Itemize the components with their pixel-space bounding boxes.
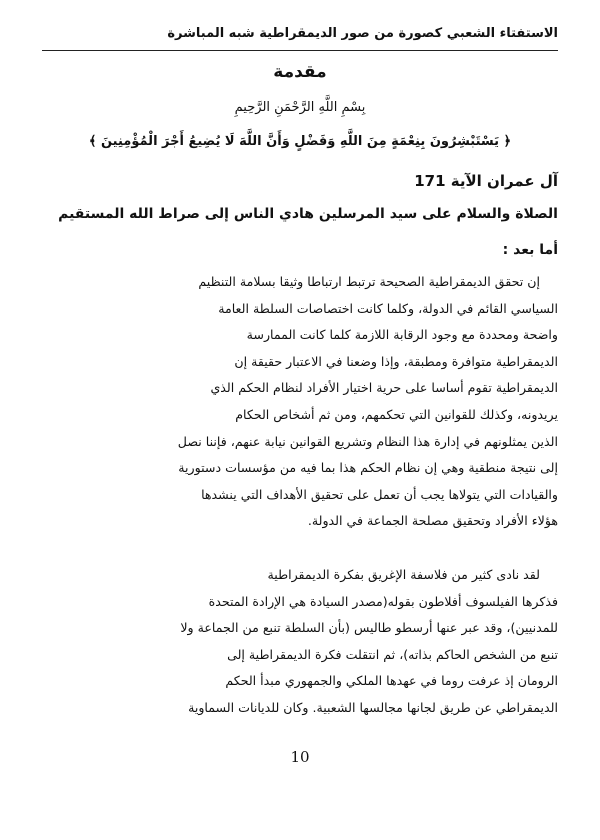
quran-verse: ﴿ يَسْتَبْشِرُونَ بِنِعْمَةٍ مِنَ اللَّهِ وَفَضْلٍ وَأَنَّ اللَّهَ لَا يُضِيعُ أَجْرَ الْمُؤْمِنِينَ ﴾ [88,134,512,149]
page-number: 10 [290,748,310,766]
paragraph-line: الرومان إذ عرفت روما في عهدها الملكي والجمهوري مبدأ الحكم [225,673,558,689]
paragraph-line: يريدونه، وكذلك للقوانين التي تحكمهم، ومن ثم أشخاص الحكام [235,406,558,422]
paragraph-line: الذين يمثلونهم في إدارة هذا النظام وتشريع القوانين نيابة عنهم، فإننا نصل [177,433,558,449]
paragraph-line: هؤلاء الأفراد وتحقيق مصلحة الجماعة في الدولة. [307,513,558,529]
salutation-line: الصلاة والسلام على سيد المرسلين هادي الناس إلى صراط الله المستقيم [58,206,558,222]
paragraph-line: إلى نتيجة منطقية وهي إن نظام الحكم هذا بما فيه من مؤسسات دستورية [178,460,558,476]
paragraph-line: الديمقراطية تقوم أساسا على حرية اختيار الأفراد لنظام الحكم الذي [210,380,558,396]
paragraph-line: والقيادات التي يتولاها يجب أن تعمل على تحقيق الأهداف التي ينشدها [201,486,558,502]
paragraph-line: تنبع من الشخص الحاكم بذاته)، ثم انتقلت فكرة الديمقراطية إلى [227,646,558,662]
paragraph-line: للمدنيين)، وقد عبر عنها أرسطو طاليس (بأن السلطة تنبع من الجماعة ولا [180,620,558,636]
header-divider [42,50,558,51]
paragraph-line: واضحة ومحددة مع وجود الرقابة اللازمة كلما كانت الممارسة [246,327,558,343]
paragraph-line: الديمقراطية متوافرة ومطبقة، وإذا وضعنا في الاعتبار حقيقة إن [234,353,558,369]
paragraph-line: فذكرها الفيلسوف أفلاطون بقوله(مصدر السيادة هي الإرادة المتحدة [208,593,558,609]
body-paragraph-2 [42,562,558,722]
amma-baad-heading: أما بعد : [502,242,558,258]
paragraph-line: الديمقراطي عن طريق لجانها مجالسها الشعبية. وكان للديانات السماوية [188,699,558,715]
running-header: الاستفتاء الشعبي كصورة من صور الديمقراطية شبه المباشرة [167,26,558,41]
paragraph-line: لقد نادى كثير من فلاسفة الإغريق بفكرة الديمقراطية [267,567,540,582]
body-paragraph-1 [42,269,558,535]
verse-reference: آل عمران الآية 171 [414,172,558,190]
paragraph-line: إن تحقق الديمقراطية الصحيحة ترتبط ارتباطا وثيقا بسلامة التنظيم [198,274,540,289]
basmala: بِسْمِ اللَّهِ الرَّحْمَنِ الرَّحِيمِ [234,100,366,115]
paragraph-line: السياسي القائم في الدولة، وكلما كانت اختصاصات السلطة العامة [218,300,558,316]
section-title: مقدمة [273,62,327,82]
